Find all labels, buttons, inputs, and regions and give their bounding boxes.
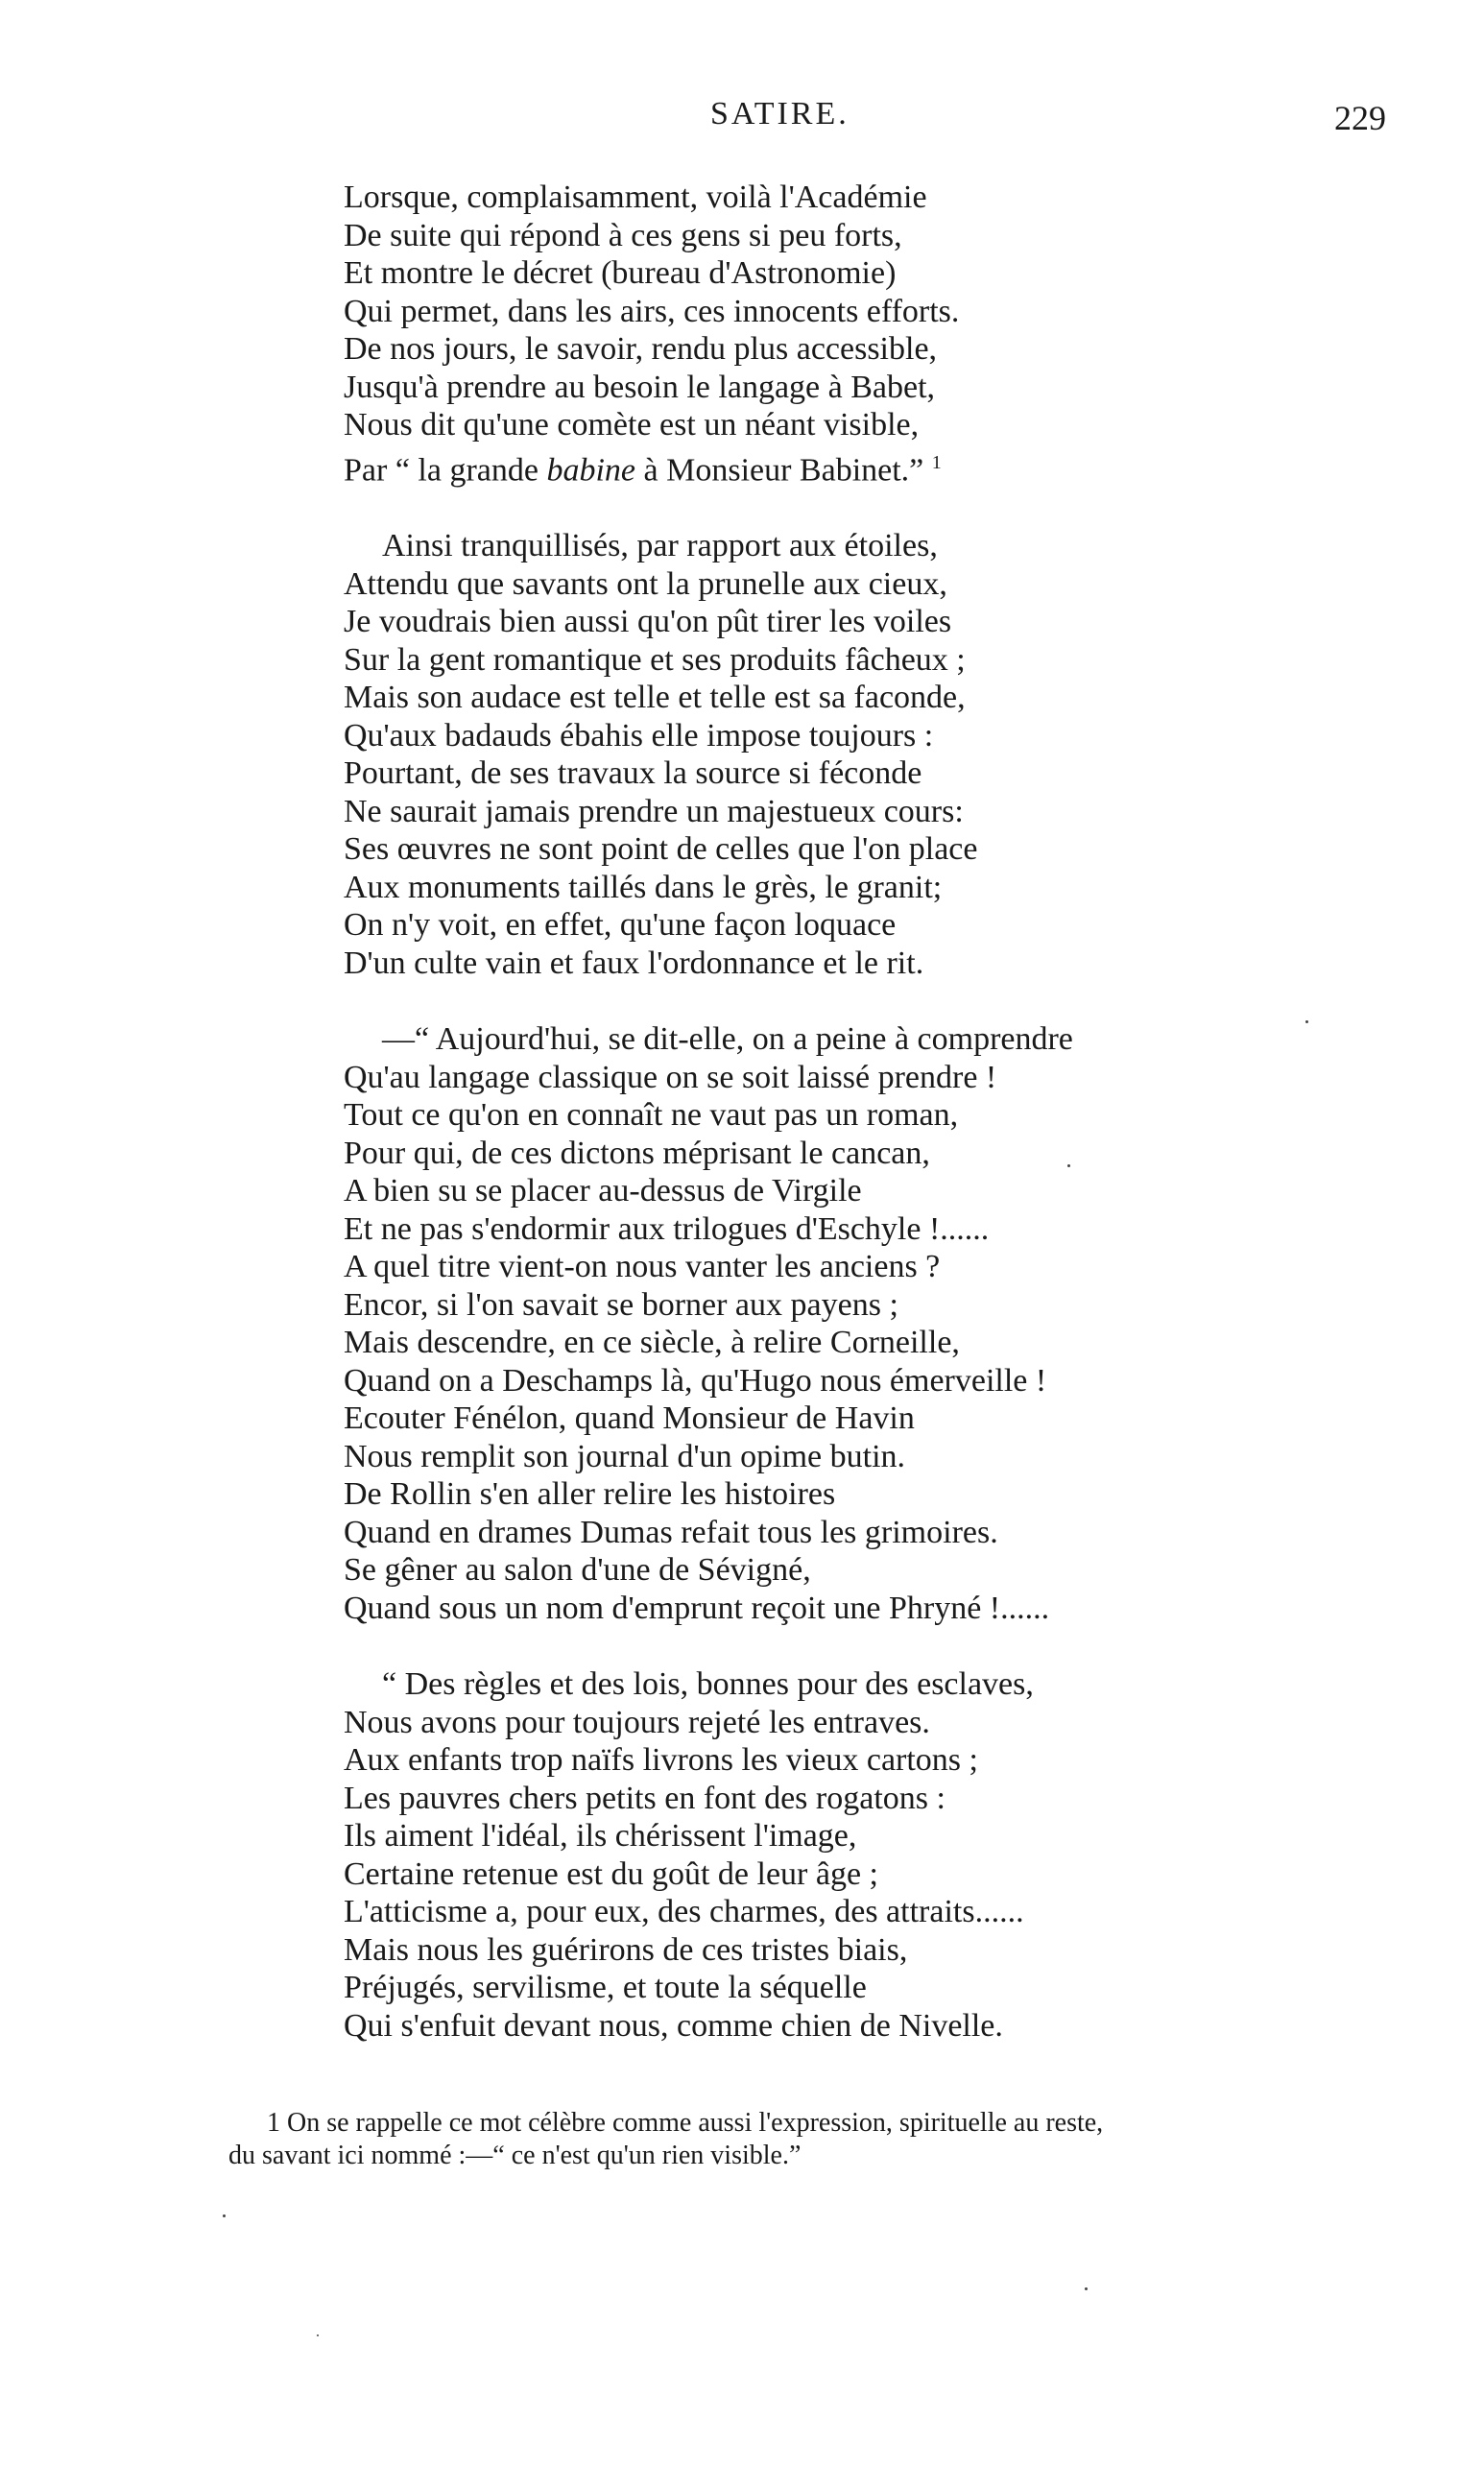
verse-line: —“ Aujourd'hui, se dit-elle, on a peine à comprendre xyxy=(382,1021,1073,1058)
verse-line: Pour qui, de ces dictons méprisant le cancan, xyxy=(344,1135,930,1171)
verse-line: Ne saurait jamais prendre un majestueux cours: xyxy=(344,793,964,829)
verse-line: Ses œuvres ne sont point de celles que l'on place xyxy=(344,831,978,868)
verse-line: Quand en drames Dumas refait tous les grimoires. xyxy=(344,1514,998,1550)
poem xyxy=(344,179,1400,2083)
verse-line: A bien su se placer au-dessus de Virgile xyxy=(344,1173,862,1209)
verse-line: D'un culte vain et faux l'ordonnance et le rit. xyxy=(344,945,924,981)
verse-line: Les pauvres chers petits en font des rogatons : xyxy=(344,1780,945,1816)
verse-line: Quand sous un nom d'emprunt reçoit une Phryné !...... xyxy=(344,1590,1050,1626)
verse-line: Qui permet, dans les airs, ces innocents efforts. xyxy=(344,293,960,329)
verse-line-with-footnote xyxy=(344,444,1400,490)
verse-line: Mais descendre, en ce siècle, à relire Corneille, xyxy=(344,1325,960,1361)
verse-line: De nos jours, le savoir, rendu plus accessible, xyxy=(344,331,938,367)
verse-line: A quel titre vient-on nous vanter les anciens ? xyxy=(344,1249,941,1285)
verse-line: Ecouter Fénélon, quand Monsieur de Havin xyxy=(344,1400,915,1437)
verse-line: Ainsi tranquillisés, par rapport aux étoiles, xyxy=(382,528,938,564)
verse-line: Encor, si l'on savait se borner aux payens ; xyxy=(344,1286,898,1323)
verse-line: Mais son audace est telle et telle est sa faconde, xyxy=(344,680,966,716)
verse-line: Et montre le décret (bureau d'Astronomie) xyxy=(344,255,897,291)
verse-line: Mais nous les guérirons de ces tristes biais, xyxy=(344,1931,908,1968)
verse-line: Aux monuments taillés dans le grès, le granit; xyxy=(344,869,943,905)
scan-speck xyxy=(1305,1020,1308,1023)
stanza-2 xyxy=(344,527,1400,982)
verse-line: Pourtant, de ses travaux la source si féconde xyxy=(344,755,922,792)
verse-line: L'atticisme a, pour eux, des charmes, des attraits...... xyxy=(344,1894,1024,1930)
verse-line: Nous remplit son journal d'un opime butin. xyxy=(344,1438,906,1474)
verse-line: Et ne pas s'endormir aux trilogues d'Eschyle !...... xyxy=(344,1210,990,1247)
verse-line: “ Des règles et des lois, bonnes pour des esclaves, xyxy=(382,1666,1034,1703)
stanza-1 xyxy=(344,179,1400,489)
verse-line: Jusqu'à prendre au besoin le langage à Babet, xyxy=(344,369,936,405)
page-number: 229 xyxy=(1334,99,1386,137)
verse-line: Attendu que savants ont la prunelle aux cieux, xyxy=(344,565,947,602)
stanza-4 xyxy=(344,1665,1400,2045)
verse-line: Nous dit qu'une comète est un néant visible, xyxy=(344,407,920,443)
scan-speck xyxy=(223,2214,226,2217)
verse-line: Qu'au langage classique on se soit laissé prendre ! xyxy=(344,1059,997,1095)
verse-line: Quand on a Deschamps là, qu'Hugo nous émerveille ! xyxy=(344,1362,1047,1399)
scan-speck xyxy=(1085,2287,1088,2290)
footnote-line: 1 On se rappelle ce mot célèbre comme aussi l'expression, spirituelle au reste, xyxy=(267,2108,1104,2138)
verse-line: Lorsque, complaisamment, voilà l'Académie xyxy=(344,179,927,215)
footnote xyxy=(228,2107,1395,2172)
scan-speck xyxy=(317,2334,319,2336)
verse-text: Par “ la grande xyxy=(344,451,547,488)
verse-line: De Rollin s'en aller relire les histoires xyxy=(344,1476,836,1513)
verse-line: Se gêner au salon d'une de Sévigné, xyxy=(344,1552,811,1589)
footnote-reference[interactable]: 1 xyxy=(931,451,942,473)
footnote-line: du savant ici nommé :—“ ce n'est qu'un rien visible.” xyxy=(228,2141,802,2170)
verse-line: De suite qui répond à ces gens si peu forts, xyxy=(344,217,902,253)
verse-line: Qui s'enfuit devant nous, comme chien de Nivelle. xyxy=(344,2007,1003,2044)
verse-line: Qu'aux badauds ébahis elle impose toujours : xyxy=(344,717,934,754)
verse-text: à Monsieur Babinet.” xyxy=(635,451,924,488)
verse-line: Nous avons pour toujours rejeté les entraves. xyxy=(344,1704,930,1740)
verse-line: Aux enfants trop naïfs livrons les vieux cartons ; xyxy=(344,1742,978,1779)
verse-line: Ils aiment l'idéal, ils chérissent l'image, xyxy=(344,1818,857,1855)
verse-line: On n'y voit, en effet, qu'une façon loquace xyxy=(344,907,897,944)
verse-line: Sur la gent romantique et ses produits fâcheux ; xyxy=(344,641,966,678)
verse-line: Certaine retenue est du goût de leur âge ; xyxy=(344,1855,878,1892)
verse-line: Je voudrais bien aussi qu'on pût tirer les voiles xyxy=(344,604,952,640)
running-head xyxy=(0,96,1484,154)
verse-line: Préjugés, servilisme, et toute la séquelle xyxy=(344,1970,867,2006)
running-title: SATIRE. xyxy=(710,96,850,132)
stanza-3 xyxy=(344,1020,1400,1627)
verse-italic-word: babine xyxy=(546,451,636,488)
verse-line: Tout ce qu'on en connaît ne vaut pas un roman, xyxy=(344,1097,959,1134)
scan-speck xyxy=(1067,1164,1070,1167)
